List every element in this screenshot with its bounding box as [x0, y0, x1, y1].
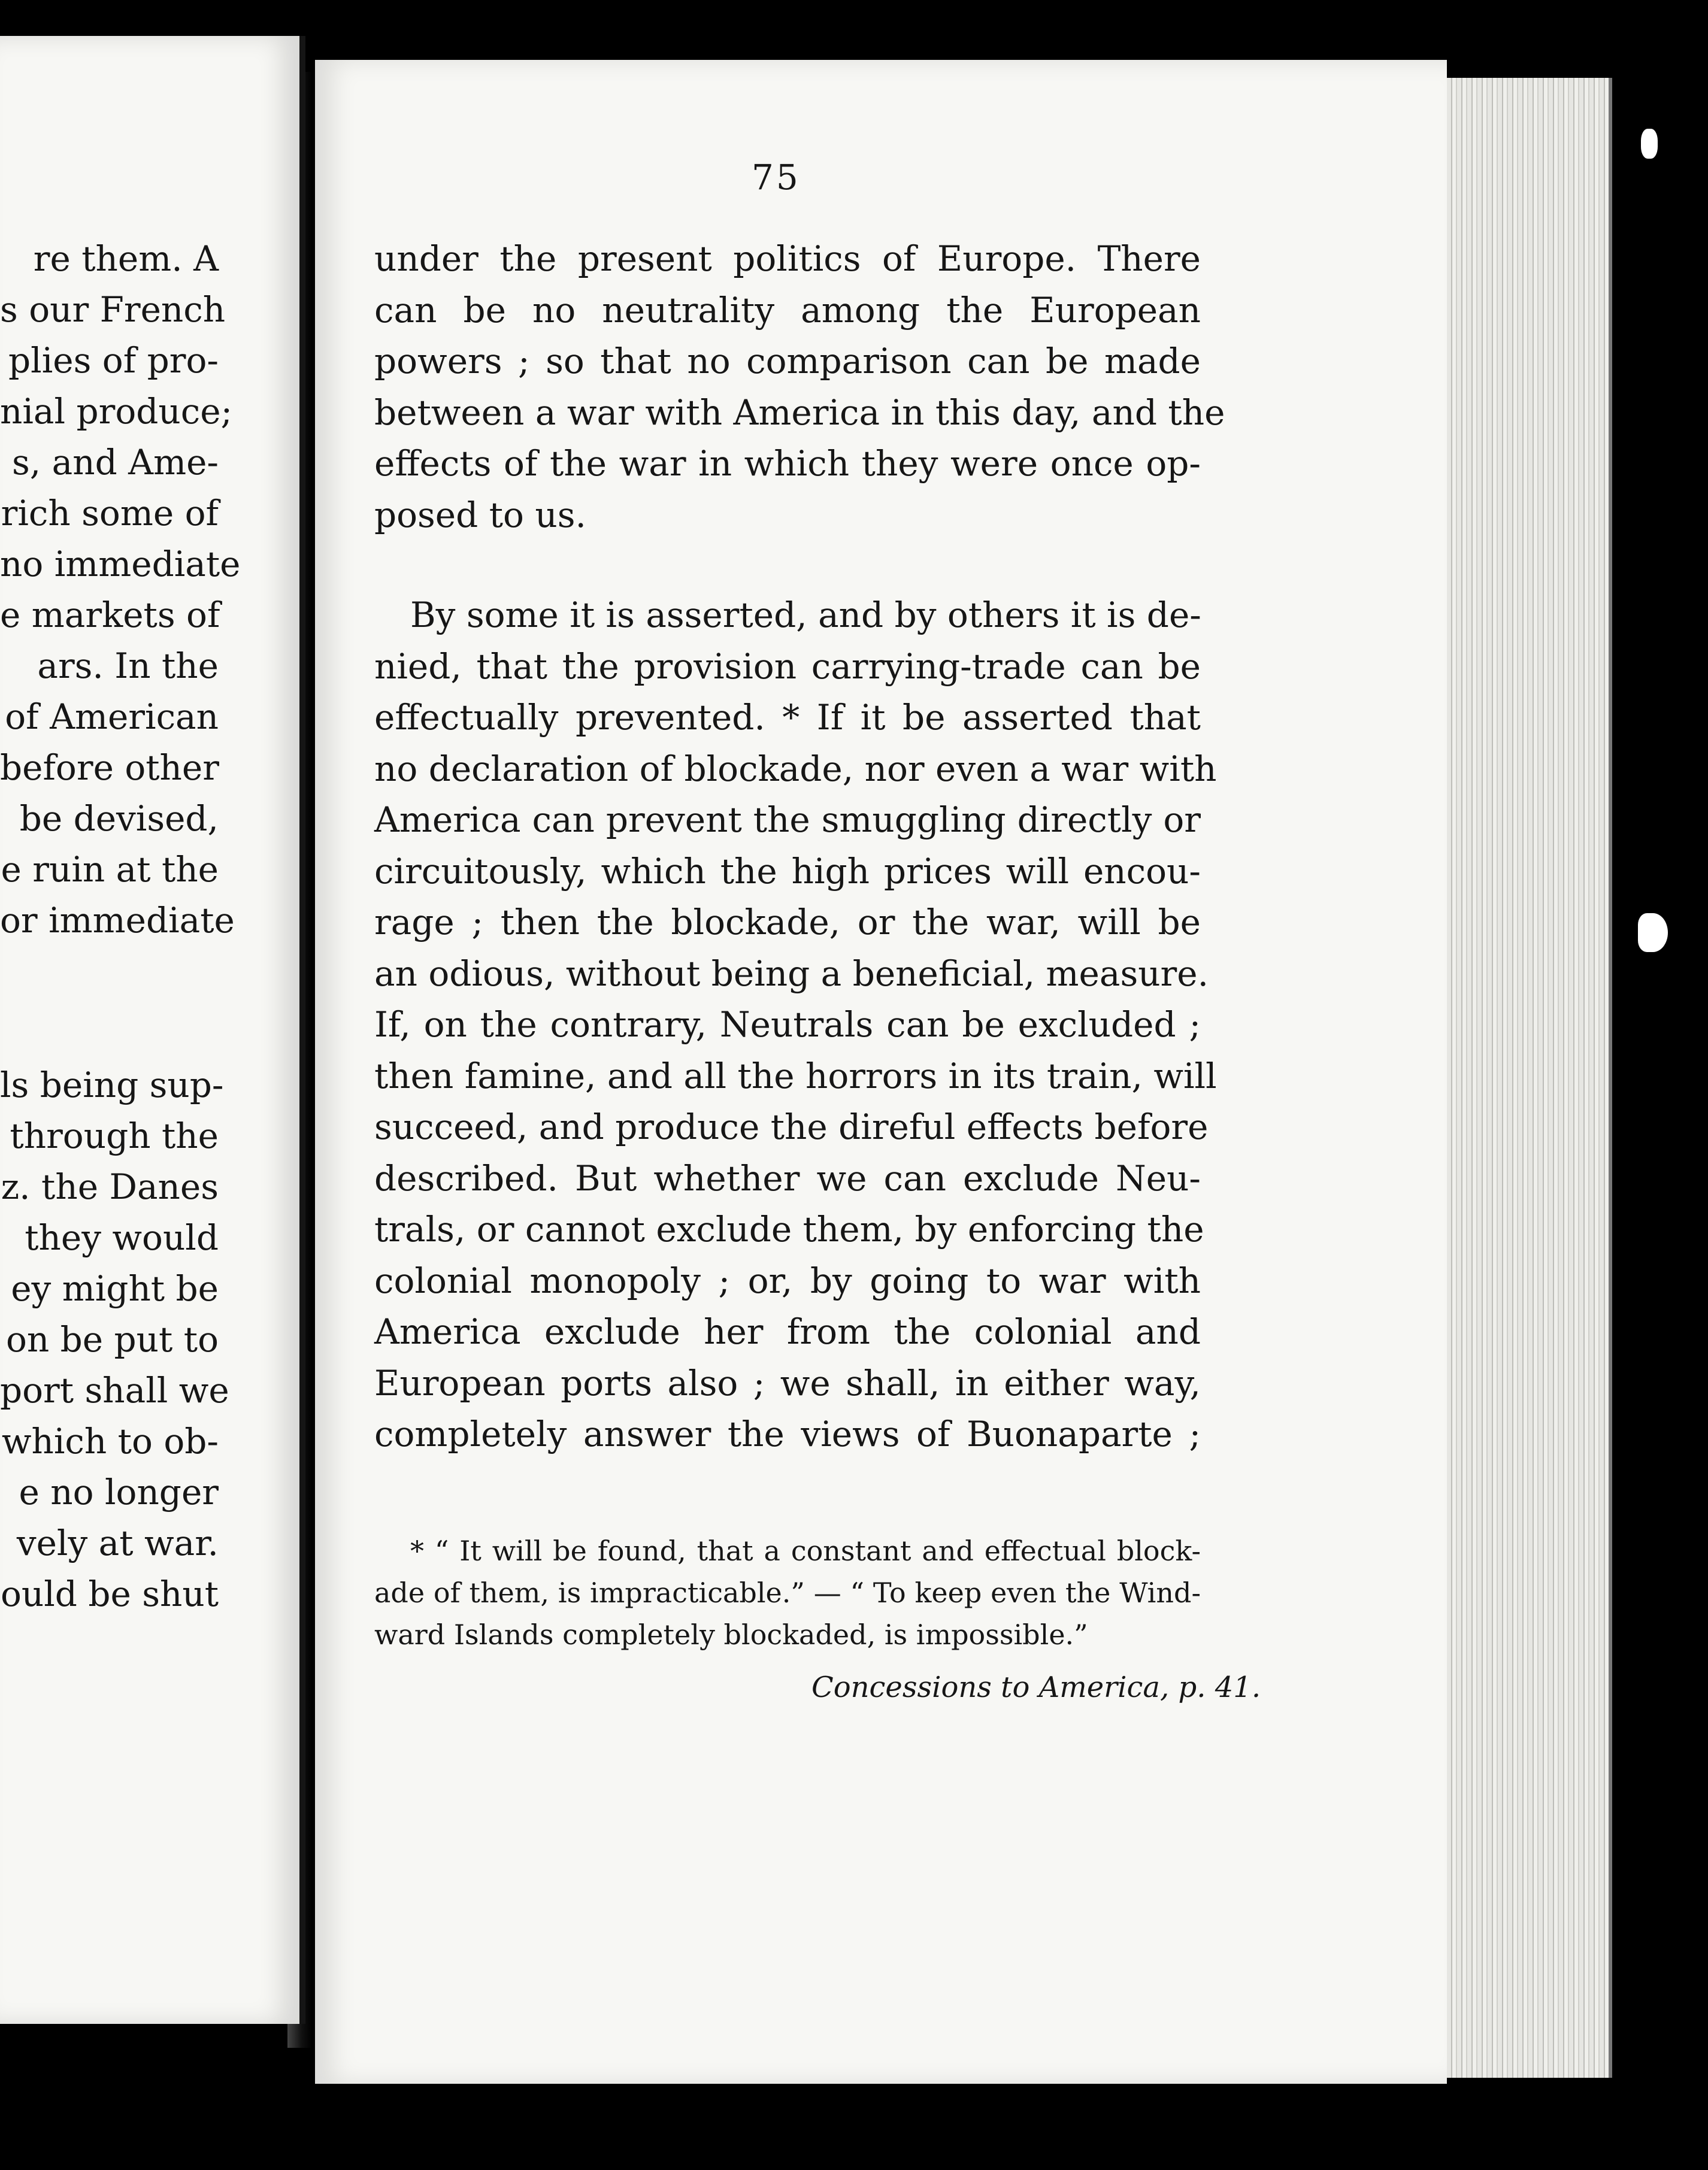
- left-line: on be put to: [5, 1319, 219, 1360]
- footnote-reference: Concessions to America, p. 41.: [811, 1671, 1261, 1704]
- text-line: succeed, and produce the direful effects before: [374, 1107, 1209, 1147]
- left-line: z. the Danes: [1, 1166, 219, 1207]
- left-line: vely at war.: [16, 1523, 219, 1563]
- left-line: port shall we: [0, 1370, 229, 1411]
- text-line: By some it is asserted, and by others it is de-: [410, 595, 1201, 635]
- text-line: circuitously, which the high prices will encou-: [374, 850, 1201, 892]
- text-line: effectually prevented. * If it be asserted that: [374, 697, 1201, 738]
- left-page: [0, 36, 305, 2024]
- left-line: ey might be: [11, 1268, 219, 1309]
- left-line: which to ob-: [1, 1421, 219, 1462]
- text-line: powers ; so that no comparison can be made: [374, 341, 1201, 381]
- left-line: ls being sup-: [0, 1065, 224, 1105]
- text-line: trals, or cannot exclude them, by enforcing the: [374, 1209, 1204, 1250]
- text-line: America exclude her from the colonial and: [374, 1311, 1201, 1352]
- left-line: plies of pro-: [8, 340, 219, 381]
- left-line: or immediate: [0, 900, 235, 941]
- footnote-line: * “ It will be found, that a constant and effectual block-: [410, 1535, 1201, 1567]
- left-line: ars. In the: [37, 645, 219, 686]
- left-line: of American: [5, 696, 219, 737]
- text-line: America can prevent the smuggling directly or: [374, 799, 1201, 840]
- text-line: then famine, and all the horrors in its train, will: [374, 1055, 1217, 1096]
- text-line: nied, that the provision carrying-trade can be: [374, 645, 1201, 687]
- text-line: described. But whether we can exclude Neu-: [374, 1157, 1201, 1199]
- paragraph-2: [374, 590, 1217, 1460]
- footnote-line: ade of them, is impracticable.” — “ To keep even the Wind-: [374, 1577, 1201, 1609]
- left-line: rich some of: [1, 493, 219, 534]
- left-line: before other: [0, 747, 219, 788]
- left-line: re them. A: [33, 238, 219, 279]
- left-line: s, and Ame-: [12, 442, 219, 483]
- footnote-line: ward Islands completely blockaded, is impossible.”: [374, 1619, 1088, 1651]
- text-line: effects of the war in which they were once op-: [374, 443, 1201, 484]
- text-line: completely answer the views of Buonaparte ;: [374, 1414, 1201, 1454]
- left-line: be devised,: [19, 798, 219, 839]
- footnote: [374, 1530, 1201, 1656]
- text-line: an odious, without being a beneficial, measure.: [374, 953, 1209, 994]
- page-block-edge: [1447, 78, 1612, 2078]
- left-line: ould be shut: [0, 1574, 219, 1614]
- text-line: If, on the contrary, Neutrals can be excluded ;: [374, 1004, 1201, 1045]
- edge-scrap: [1638, 913, 1668, 952]
- text-line: posed to us.: [374, 494, 586, 535]
- text-line: under the present politics of Europe. There: [374, 238, 1201, 279]
- left-line: e ruin at the: [1, 849, 219, 890]
- left-line: they would: [25, 1217, 219, 1258]
- page-number: 75: [752, 157, 801, 198]
- left-line: no immediate: [0, 544, 241, 584]
- text-line: no declaration of blockade, nor even a war with: [374, 748, 1217, 789]
- left-page-text: [0, 36, 299, 2024]
- left-line: nial produce;: [0, 391, 233, 432]
- paragraph-1: [374, 234, 1225, 541]
- text-line: between a war with America in this day, and the: [374, 392, 1225, 433]
- text-line: European ports also ; we shall, in either way,: [374, 1362, 1201, 1404]
- left-line: s our French: [0, 289, 226, 330]
- left-line: e markets of: [0, 595, 220, 635]
- text-line: can be no neutrality among the European: [374, 289, 1201, 331]
- text-line: rage ; then the blockade, or the war, will be: [374, 902, 1201, 942]
- left-line: through the: [10, 1116, 219, 1156]
- left-line: e no longer: [19, 1472, 219, 1513]
- edge-scrap: [1641, 129, 1658, 159]
- text-line: colonial monopoly ; or, by going to war with: [374, 1260, 1201, 1301]
